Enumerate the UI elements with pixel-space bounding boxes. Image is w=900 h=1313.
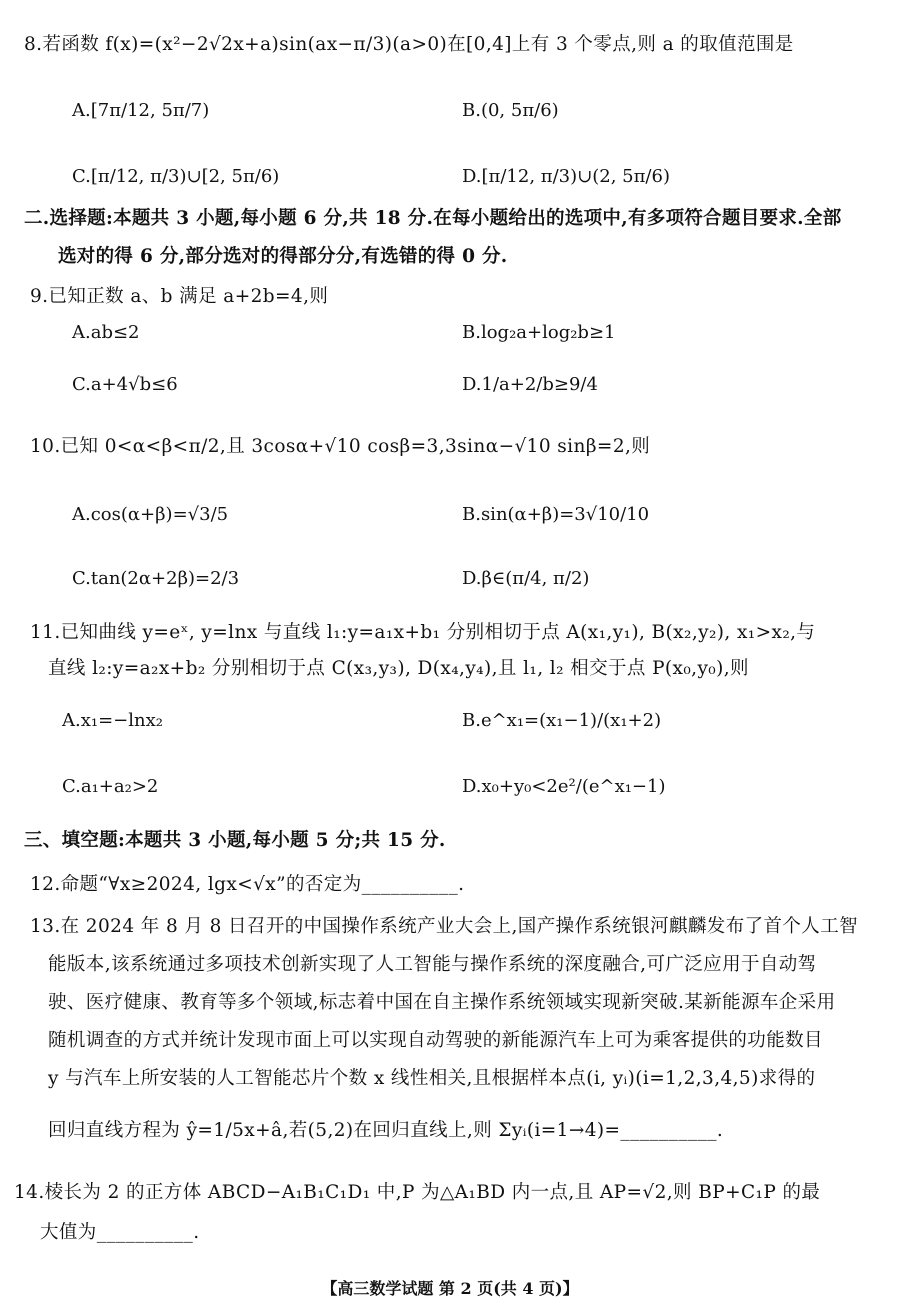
q11-option-a: A.x₁=−lnx₂: [62, 710, 163, 731]
q8-option-b: B.(0, 5π/6): [462, 100, 559, 121]
page-footer: 【高三数学试题 第 2 页(共 4 页)】: [321, 1279, 579, 1298]
q8-stem: 8.若函数 f(x)=(x²−2√2x+a)sin(ax−π/3)(a>0)在[0,4]上有 3 个零点,则 a 的取值范围是: [24, 34, 794, 55]
q13-line5: y 与汽车上所安装的人工智能芯片个数 x 线性相关,且根据样本点(i, yᵢ)(i=1,2,3,4,5)求得的: [48, 1068, 816, 1089]
section2-line1: 二.选择题:本题共 3 小题,每小题 6 分,共 18 分.在每小题给出的选项中,有多项符合题目要求.全部: [24, 208, 842, 229]
q10-option-b: B.sin(α+β)=3√10/10: [462, 504, 650, 525]
q9-stem: 9.已知正数 a、b 满足 a+2b=4,则: [30, 286, 329, 307]
q11-line1: 11.已知曲线 y=eˣ, y=lnx 与直线 l₁:y=a₁x+b₁ 分别相切于点 A(x₁,y₁), B(x₂,y₂), x₁>x₂,与: [30, 622, 816, 643]
q9-option-d: D.1/a+2/b≥9/4: [462, 374, 598, 395]
q8-option-c: C.[π/12, π/3)∪[2, 5π/6): [72, 166, 280, 187]
q10-option-a: A.cos(α+β)=√3/5: [72, 504, 229, 525]
q11-option-d: D.x₀+y₀<2e²/(e^x₁−1): [462, 776, 666, 797]
q9-option-c: C.a+4√b≤6: [72, 374, 178, 395]
q13-line3: 驶、医疗健康、教育等多个领域,标志着中国在自主操作系统领域实现新突破.某新能源车企采用: [48, 992, 836, 1013]
q9-option-a: A.ab≤2: [72, 322, 140, 343]
q9-option-b: B.log₂a+log₂b≥1: [462, 322, 616, 343]
q10-option-d: D.β∈(π/4, π/2): [462, 568, 590, 589]
q11-line2: 直线 l₂:y=a₂x+b₂ 分别相切于点 C(x₃,y₃), D(x₄,y₄),且 l₁, l₂ 相交于点 P(x₀,y₀),则: [48, 658, 749, 679]
q10-stem: 10.已知 0<α<β<π/2,且 3cosα+√10 cosβ=3,3sinα−√10 sinβ=2,则: [30, 436, 651, 457]
q14-line2: 大值为__________.: [40, 1222, 200, 1243]
q13-line4: 随机调查的方式并统计发现市面上可以实现自动驾驶的新能源汽车上可为乘客提供的功能数目: [48, 1030, 823, 1051]
q12-stem: 12.命题“∀x≥2024, lgx<√x”的否定为__________.: [30, 874, 465, 895]
q13-line6: 回归直线方程为 ŷ=1/5x+â,若(5,2)在回归直线上,则 Σyᵢ(i=1→4)=__________.: [48, 1120, 724, 1141]
q8-option-d: D.[π/12, π/3)∪(2, 5π/6): [462, 166, 670, 187]
q11-option-c: C.a₁+a₂>2: [62, 776, 159, 797]
q13-line2: 能版本,该系统通过多项技术创新实现了人工智能与操作系统的深度融合,可广泛应用于自动驾: [48, 954, 817, 975]
q8-option-a: A.[7π/12, 5π/7): [72, 100, 210, 121]
q14-line1: 14.棱长为 2 的正方体 ABCD−A₁B₁C₁D₁ 中,P 为△A₁BD 内一点,且 AP=√2,则 BP+C₁P 的最: [14, 1182, 821, 1203]
section2-line2: 选对的得 6 分,部分选对的得部分分,有选错的得 0 分.: [58, 246, 508, 267]
q10-option-c: C.tan(2α+2β)=2/3: [72, 568, 240, 589]
q13-line1: 13.在 2024 年 8 月 8 日召开的中国操作系统产业大会上,国产操作系统银河麒麟发布了首个人工智: [30, 916, 859, 937]
q11-option-b: B.e^x₁=(x₁−1)/(x₁+2): [462, 710, 662, 731]
section3-line: 三、填空题:本题共 3 小题,每小题 5 分;共 15 分.: [24, 830, 446, 851]
